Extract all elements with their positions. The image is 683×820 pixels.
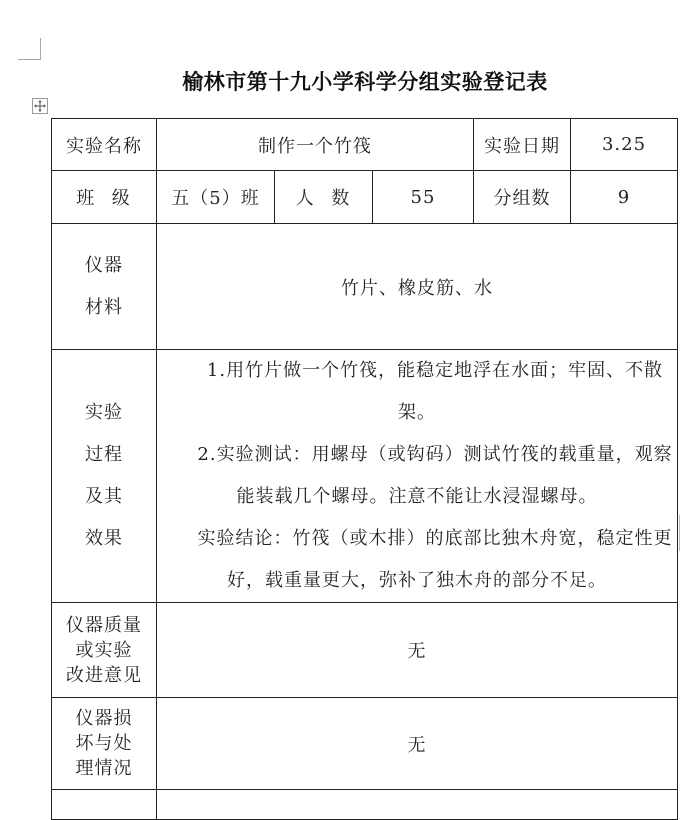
crop-mark-vertical <box>40 38 41 60</box>
process-label-line: 及其 <box>85 486 123 507</box>
crop-mark-horizontal <box>18 59 40 60</box>
process-label <box>52 350 157 603</box>
process-content[interactable] <box>157 350 678 603</box>
class-label: 班 级 <box>52 171 157 224</box>
move-arrows-icon <box>34 100 46 112</box>
materials-label-line: 材料 <box>85 296 123 318</box>
table-row-process <box>52 350 678 603</box>
group-count-value[interactable]: 9 <box>571 171 678 224</box>
damage-value[interactable]: 无 <box>157 698 678 790</box>
experiment-date-value[interactable]: 3.25 <box>571 119 678 171</box>
materials-value[interactable]: 竹片、橡皮筋、水 <box>157 224 678 350</box>
improvement-value[interactable]: 无 <box>157 603 678 698</box>
experiment-name-value[interactable]: 制作一个竹筏 <box>157 119 474 171</box>
process-paragraph: 1.用竹片做一个竹筏，能稳定地浮在水面；牢固、不散架。 <box>206 360 664 423</box>
student-count-value[interactable]: 55 <box>373 171 474 224</box>
table-row-name <box>52 119 678 171</box>
process-conclusion: 实验结论：竹筏（或木排）的底部比独木舟宽，稳定性更好，载重量更大，弥补了独木舟的部分不足。 <box>197 528 673 591</box>
damage-label-line: 仪器损 <box>75 708 133 729</box>
next-row-cell <box>157 790 678 820</box>
experiment-name-label: 实验名称 <box>52 119 157 171</box>
experiment-date-label: 实验日期 <box>474 119 571 171</box>
table-edge-marker <box>679 515 680 551</box>
improvement-label-line: 改进意见 <box>66 664 142 686</box>
group-count-label: 分组数 <box>474 171 571 224</box>
process-label-line: 过程 <box>85 444 123 465</box>
table-row-next <box>52 790 678 820</box>
process-label-line: 效果 <box>85 528 123 549</box>
student-count-label: 人 数 <box>275 171 373 224</box>
next-row-cell <box>52 790 157 820</box>
materials-label-line: 仪器 <box>85 254 123 276</box>
damage-label-line: 坏与处 <box>75 733 133 754</box>
materials-label <box>52 224 157 350</box>
table-row-improvement <box>52 603 678 698</box>
damage-label <box>52 698 157 790</box>
document-title: 榆林市第十九小学科学分组实验登记表 <box>182 69 548 94</box>
table-move-handle[interactable] <box>32 98 48 114</box>
table-row-class <box>52 171 678 224</box>
improvement-label-line: 仪器质量 <box>66 614 142 636</box>
registration-table <box>51 118 678 820</box>
damage-label-line: 理情况 <box>75 758 133 779</box>
table-row-damage <box>52 698 678 790</box>
table-row-materials <box>52 224 678 350</box>
class-value[interactable]: 五（5）班 <box>157 171 275 224</box>
process-paragraph: 2.实验测试：用螺母（或钩码）测试竹筏的载重量，观察能装载几个螺母。注意不能让水浸湿螺母。 <box>197 444 673 507</box>
improvement-label <box>52 603 157 698</box>
improvement-label-line: 或实验 <box>75 639 133 661</box>
process-label-line: 实验 <box>85 402 123 423</box>
